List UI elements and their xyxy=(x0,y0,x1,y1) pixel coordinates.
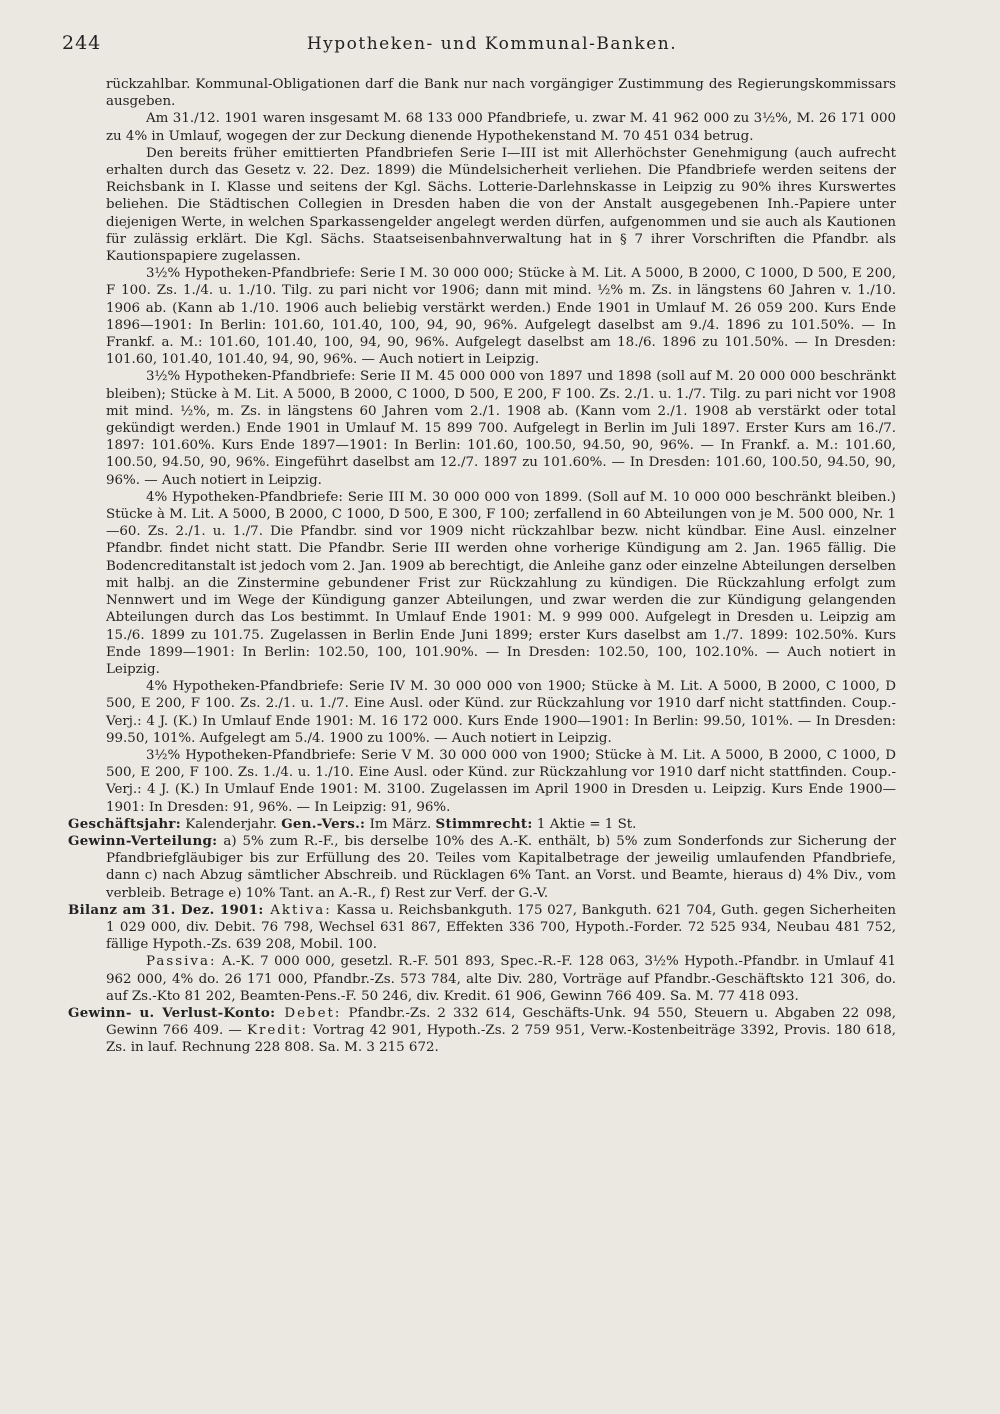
text-passiva: A.-K. 7 000 000, gesetzl. R.-F. 501 893, Spec.-R.-F. 128 063, 3½% Hypoth.-Pfandbr. in Umlauf 41 962 000, 4% do. 26 171 000, Pfandbr.-Zs. 573 784, alte Div. 280, Vorträge auf Pfandbr.-Geschäftskto 121 306, do. auf Zs.-Kto 81 202, Beamten-Pens.-F. 50 246, div. Kredit. 61 906, Gewinn 766 409. Sa. M. 77 418 093. xyxy=(106,954,896,1004)
section-passiva xyxy=(68,953,896,1005)
paragraph-serie-1: 3½% Hypotheken-Pfandbriefe: Serie I M. 30 000 000; Stücke à M. Lit. A 5000, B 2000, C 1000, D 500, E 200, F 100. Zs. 1./4. u. 1./10. Tilg. zu pari nicht vor 1906; dann mit mind. ½% m. Zs. in längstens 60 Jahren v. 1./10. 1906 ab. (Kann ab 1./10. 1906 auch beliebig verstärkt werden.) Ende 1901 in Umlauf M. 26 059 200. Kurs Ende 1896—1901: In Berlin: 101.60, 101.40, 100, 94, 90, 96%. Aufgelegt daselbst am 9./4. 1896 zu 101.50%. — In Frankf. a. M.: 101.60, 101.40, 100, 94, 90, 96%. Aufgelegt daselbst am 18./6. 1896 zu 101.50%. — In Dresden: 101.60, 101.40, 101.40, 94, 90, 96%. — Auch notiert in Leipzig. xyxy=(106,266,896,368)
paragraph-serie-5: 3½% Hypotheken-Pfandbriefe: Serie V M. 30 000 000 von 1900; Stücke à M. Lit. A 5000, B 2000, C 1000, D 500, E 200, F 100. Zs. 1./4. u. 1./10. Eine Ausl. oder Künd. zur Rückzahlung vor 1910 darf nicht stattfinden. Coup.-Verj.: 4 J. (K.) In Umlauf Ende 1901: M. 3100. Zugelassen im April 1900 in Dresden u. Leipzig. Kurs Ende 1900—1901: In Dresden: 91, 96%. — In Leipzig: 91, 96%. xyxy=(106,747,896,815)
text-geschaeftsjahr: Kalenderjahr. xyxy=(181,816,282,832)
label-kredit: Kredit: xyxy=(246,1023,309,1039)
page-number: 244 xyxy=(62,32,102,54)
paragraph-serie-2: 3½% Hypotheken-Pfandbriefe: Serie II M. 45 000 000 von 1897 und 1898 (soll auf M. 20 000 000 beschränkt bleiben); Stücke à M. Lit. A 5000, B 2000, C 1000, D 500, E 200, F 100. Zs. 2./1. u. 1./7. Tilg. zu pari nicht vor 1908 mit mind. ½%, m. Zs. in längstens 60 Jahren vom 2./1. 1908 ab. (Kann vom 2./1. 1908 ab verstärkt oder total gekündigt werden.) Ende 1901 in Umlauf M. 15 899 700. Aufgelegt in Berlin im Juli 1897. Erster Kurs am 16./7. 1897: 101.60%. Kurs Ende 1897—1901: In Berlin: 101.60, 100.50, 94.50, 90, 96%. — In Frankf. a. M.: 101.60, 100.50, 94.50, 90, 96%. Eingeführt daselbst am 12./7. 1897 zu 101.60%. — In Dresden: 101.60, 100.50, 94.50, 90, 96%. — Auch notiert in Leipzig. xyxy=(106,369,896,488)
paragraph-serie-4: 4% Hypotheken-Pfandbriefe: Serie IV M. 30 000 000 von 1900; Stücke à M. Lit. A 5000, B 2000, C 1000, D 500, E 200, F 100. Zs. 2./1. u. 1./7. Eine Ausl. oder Künd. zur Rückzahlung vor 1910 darf nicht stattfinden. Coup.-Verj.: 4 J. (K.) In Umlauf Ende 1901: M. 16 172 000. Kurs Ende 1900—1901: In Berlin: 99.50, 101%. — In Dresden: 99.50, 101%. Aufgelegt am 5./4. 1900 zu 100%. — Auch notiert in Leipzig. xyxy=(106,679,896,746)
section-bilanz xyxy=(68,902,896,954)
continuation-block xyxy=(68,76,896,816)
page-header xyxy=(62,30,922,60)
paragraph-serie-3: 4% Hypotheken-Pfandbriefe: Serie III M. 30 000 000 von 1899. (Soll auf M. 10 000 000 beschränkt bleiben.) Stücke à M. Lit. A 5000, B 2000, C 1000, D 500, E 300, F 100; zerfallend in 60 Abteilungen von je M. 500 000, Nr. 1—60. Zs. 2./1. u. 1./7. Die Pfandbr. sind vor 1909 nicht rückzahlbar bezw. nicht kündbar. Eine Ausl. einzelner Pfandbr. findet nicht statt. Die Pfandbr. Serie III werden ohne vorherige Kündigung am 2. Jan. 1965 fällig. Die Bodencreditanstalt ist jedoch vom 2. Jan. 1909 ab berechtigt, die Anleihe ganz oder einzelne Abteilungen derselben mit halbj. an die Zinstermine gebundener Frist zur Rückzahlung zu kündigen. Die Rückzahlung erfolgt zum Nennwert und im Wege der Kündigung ganzer Abteilungen, und zwar werden die zur Kündigung gelangenden Abteilungen durch das Los bestimmt. In Umlauf Ende 1901: M. 9 999 000. Aufgelegt in Dresden u. Leipzig am 15./6. 1899 zu 101.75. Zugelassen in Berlin Ende Juni 1899; erster Kurs daselbst am 1./7. 1899: 102.50%. Kurs Ende 1899—1901: In Berlin: 102.50, 100, 101.90%. — In Dresden: 102.50, 100, 102.10%. — Auch notiert in Leipzig. xyxy=(106,489,896,677)
section-gewinn-verteilung xyxy=(68,833,896,902)
body-text xyxy=(68,76,896,1057)
label-bilanz: Bilanz am 31. Dez. 1901: xyxy=(68,901,264,918)
label-debet: Debet: xyxy=(275,1005,342,1021)
label-geschaeftsjahr: Geschäftsjahr: xyxy=(68,815,181,832)
label-aktiva: Aktiva: xyxy=(263,902,332,918)
paragraph-pfandbrief-status: Am 31./12. 1901 waren insgesamt M. 68 133 000 Pfandbriefe, u. zwar M. 41 962 000 zu 3½%, M. 26 171 000 zu 4% in Umlauf, wogegen der zur Deckung dienende Hypothekenstand M. 70 451 034 betrug. xyxy=(106,111,896,144)
label-gen-vers: Gen.-Vers.: xyxy=(281,815,366,832)
label-passiva: Passiva: xyxy=(146,954,217,970)
label-stimmrecht: Stimmrecht: xyxy=(435,815,533,832)
text-kredit: Vortrag 42 901, Hypoth.-Zs. 2 759 951, Verw.-Kostenbeiträge 3392, Provis. 180 618, Zs. in lauf. Rechnung 228 808. Sa. M. 3 215 672. xyxy=(106,1023,896,1056)
text-stimmrecht: 1 Aktie = 1 St. xyxy=(532,816,637,832)
text-gewinn-verteilung: a) 5% zum R.-F., bis derselbe 10% des A.-K. enthält, b) 5% zum Sonderfonds zur Sicherung der Pfandbriefgläubiger bis zur Erfüllung des 20. Teiles vom Kapitalbetrage der jeweilig umlaufenden Pfandbriefe, dann c) nach Abzug sämtlicher Abschreib. und Rücklagen 6% Tant. an Vorst. und Beamte, hieraus d) 4% Div., vom verbleib. Betrage e) 10% Tant. an A.-R., f) Rest zur Verf. der G.-V. xyxy=(106,833,896,901)
paragraph-muendelsicherheit: Den bereits früher emittierten Pfandbriefen Serie I—III ist mit Allerhöchster Genehmigung (auch aufrecht erhalten durch das Gesetz v. 22. Dez. 1899) die Mündelsicherheit verliehen. Die Pfandbriefe werden seitens der Reichsbank in I. Klasse und seitens der Kgl. Sächs. Lotterie-Darlehnskasse in Leipzig zu 90% ihres Kurswertes beliehen. Die Städtischen Collegien in Dresden haben die von der Anstalt ausgegebenen Inh.-Papiere unter diejenigen Werte, in welchen Sparkassengelder angelegt werden dürfen, aufgenommen und sie auch als Kautionen für zulässig erklärt. Die Kgl. Sächs. Staatseisenbahnverwaltung hat in § 7 ihrer Vorschriften die Pfandbr. als Kautionspapiere zugelassen. xyxy=(106,145,896,265)
label-gewinn-verlust: Gewinn- u. Verlust-Konto: xyxy=(68,1004,276,1021)
section-geschaeftsjahr xyxy=(68,816,896,833)
label-gewinn-verteilung: Gewinn-Verteilung: xyxy=(68,832,218,849)
text-aktiva: Kassa u. Reichsbankguth. 175 027, Bankguth. 621 704, Guth. gegen Sicherheiten 1 029 000, div. Debit. 76 798, Wechsel 631 867, Effekten 336 700, Hypoth.-Forder. 72 525 934, Neubau 481 752, fällige Hypoth.-Zs. 639 208, Mobil. 100. xyxy=(106,902,897,953)
text-debet: Pfandbr.-Zs. 2 332 614, Geschäfts-Unk. 94 550, Steuern u. Abgaben 22 098, Gewinn 766 409. — xyxy=(106,1005,896,1039)
text-gen-vers: Im März. xyxy=(365,816,436,832)
section-gewinn-verlust xyxy=(68,1005,896,1057)
paragraph-continuation: rückzahlbar. Kommunal-Obligationen darf die Bank nur nach vorgängiger Zustimmung des Regierungskommissars ausgeben. xyxy=(106,77,896,110)
running-title: Hypotheken- und Kommunal-Banken. xyxy=(306,34,678,54)
